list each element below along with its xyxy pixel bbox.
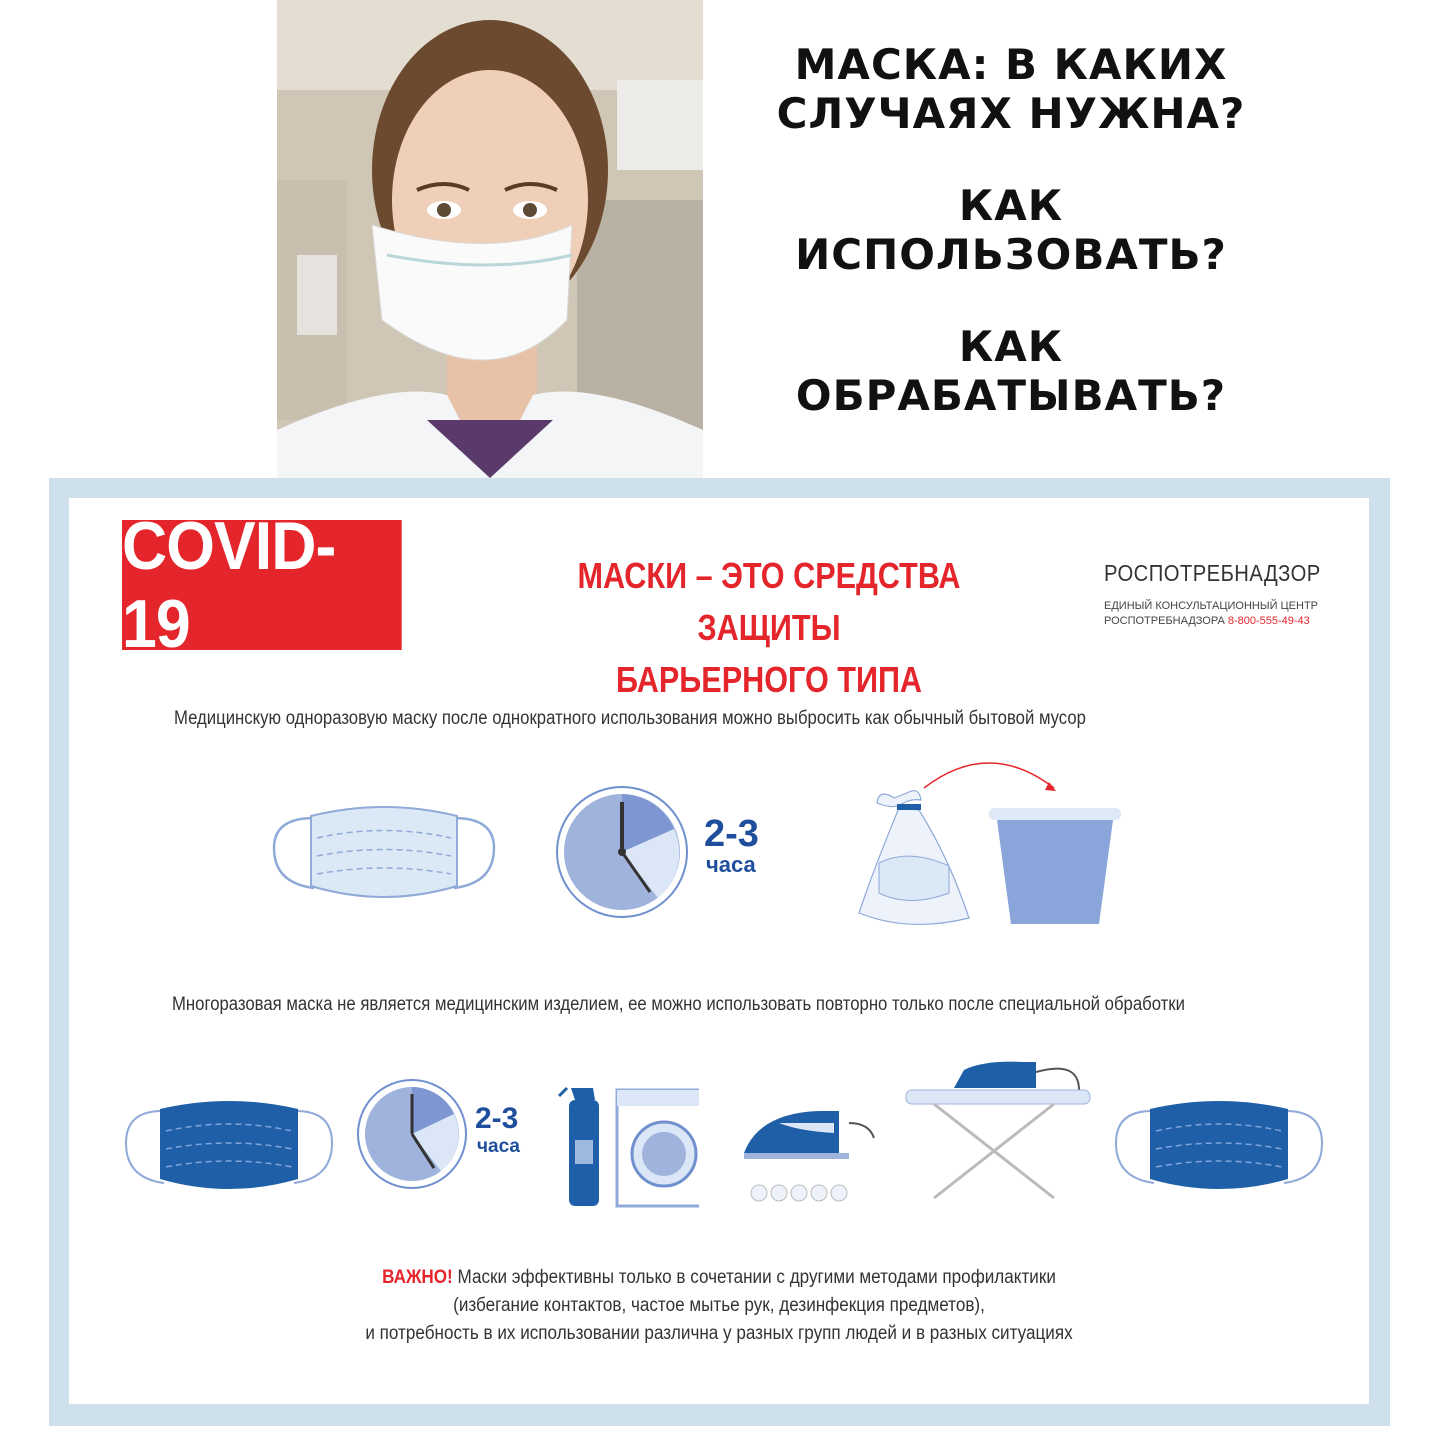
- spray-and-washer-icon: [539, 1068, 699, 1208]
- disposable-mask-icon: [269, 798, 499, 908]
- clock-2-3-hours-icon: [554, 784, 784, 924]
- headline-questions: [716, 40, 1306, 463]
- question-how-to-use: [716, 181, 1306, 279]
- question-2-line-1: КАК: [958, 181, 1064, 230]
- important-note: [69, 1264, 1369, 1348]
- question-1-line-2: СЛУЧАЯХ НУЖНА?: [776, 89, 1246, 138]
- important-line-1: [134, 1264, 1304, 1292]
- poster-frame: [49, 478, 1390, 1426]
- agency-name: РОСПОТРЕБНАДЗОР: [1104, 560, 1321, 586]
- important-line-1-text: Маски эффективны только в сочетании с другими методами профилактики: [452, 1267, 1056, 1288]
- question-3-line-1: КАК: [958, 322, 1064, 371]
- ironing-board-icon: [904, 1060, 1104, 1210]
- poster-title-line-1: МАСКИ – ЭТО СРЕДСТВА ЗАЩИТЫ: [577, 555, 961, 648]
- question-2-line-2: ИСПОЛЬЗОВАТЬ?: [795, 230, 1227, 279]
- hours-value: 2-3: [704, 813, 759, 855]
- reusable-mask-icon-right: [1114, 1093, 1324, 1203]
- covid-badge: COVID-19: [122, 520, 402, 650]
- important-line-3: и потребность в их использовании различна у разных групп людей и в разных ситуациях: [365, 1323, 1073, 1344]
- question-how-to-process: [716, 322, 1306, 420]
- hours-unit: часа: [706, 852, 756, 877]
- important-line-2: (избегание контактов, частое мытье рук, дезинфекция предметов),: [453, 1295, 985, 1316]
- iron-steam-icon: [739, 1093, 879, 1203]
- poster-title-line-2: БАРЬЕРНОГО ТИПА: [615, 659, 923, 700]
- hours-value-small: 2-3: [475, 1102, 519, 1135]
- reusable-mask-icon-left: [124, 1093, 334, 1203]
- poster: [69, 498, 1369, 1404]
- important-label: ВАЖНО!: [382, 1267, 453, 1288]
- reusable-caption: Многоразовая маска не является медицинским изделием, ее можно использовать повторно только после специальной обработки: [172, 994, 1185, 1015]
- agency-subtitle-line-1: ЕДИНЫЙ КОНСУЛЬТАЦИОННЫЙ ЦЕНТР: [1104, 600, 1319, 612]
- agency-phone: 8-800-555-49-43: [1227, 615, 1310, 627]
- agency-block: [1104, 560, 1334, 629]
- hours-unit-small: часа: [477, 1136, 520, 1157]
- question-when-needed: [716, 40, 1306, 138]
- agency-subtitle-line-2: РОСПОТРЕБНАДЗОРА: [1104, 615, 1225, 627]
- bag-to-trash-icon: [849, 748, 1139, 938]
- poster-title: [514, 550, 1024, 706]
- doctor-photo: [277, 0, 703, 478]
- disposable-caption: Медицинскую одноразовую маску после однократного использования можно выбросить как обычный бытовой мусор: [174, 708, 1086, 729]
- agency-subtitle: [1104, 599, 1334, 629]
- doctor-photo-illustration: [277, 0, 703, 478]
- question-1-line-1: МАСКА: В КАКИХ: [794, 40, 1228, 89]
- question-3-line-2: ОБРАБАТЫВАТЬ?: [795, 371, 1227, 420]
- clock-2-3-hours-icon-small: [357, 1076, 527, 1196]
